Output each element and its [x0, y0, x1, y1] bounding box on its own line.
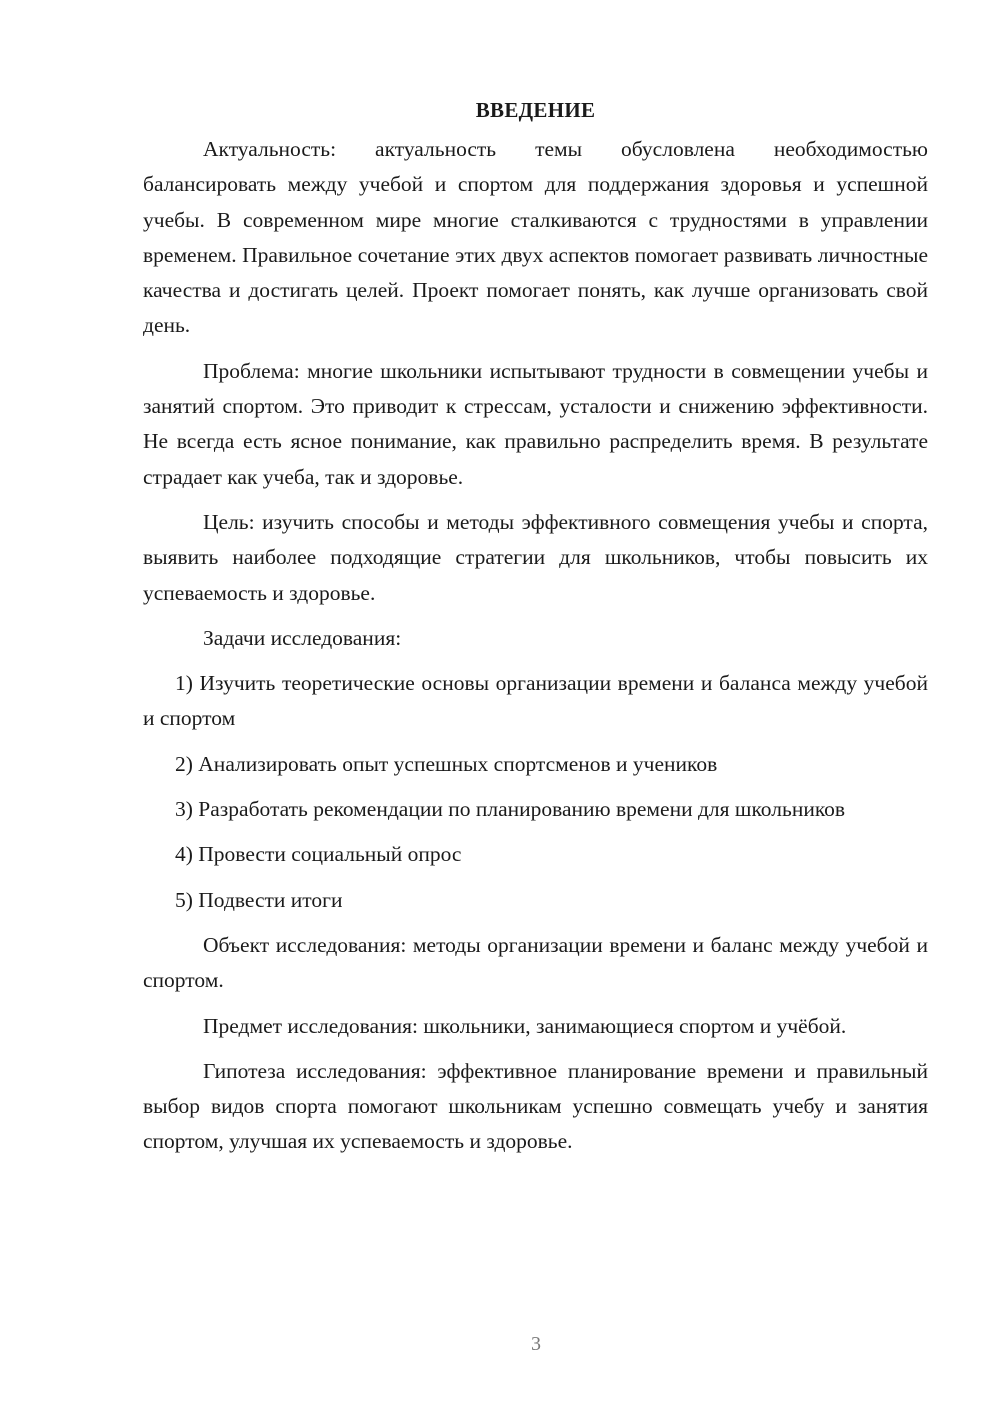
relevance-paragraph: Актуальность: актуальность темы обусловлена необходимостью балансировать между учебой и спортом для поддержания здоровья и успешной учебы. В современном мире многие сталкиваются с трудностями в управлении временем. Правильное сочетание этих двух аспектов помогает развивать личностные качества и достигать целей. Проект помогает понять, как лучше организовать свой день.: [143, 137, 928, 338]
task-item-2: 2) Анализировать опыт успешных спортсменов и учеников: [175, 751, 718, 776]
task-item-3: 3) Разработать рекомендации по планированию времени для школьников: [175, 797, 846, 822]
problem-paragraph: Проблема: многие школьники испытывают трудности в совмещении учебы и занятий спортом. Это приводит к стрессам, усталости и снижению эффективности. Не всегда есть ясное понимание, как правильно распределить время. В результате страдает как учеба, так и здоровье.: [143, 358, 928, 489]
section-heading: ВВЕДЕНИЕ: [475, 98, 596, 122]
tasks-title: Задачи исследования:: [203, 625, 402, 650]
document-page: [143, 92, 928, 1170]
subject-paragraph: Предмет исследования: школьники, занимающиеся спортом и учёбой.: [203, 1013, 847, 1038]
object-paragraph: Объект исследования: методы организации времени и баланс между учебой и спортом.: [143, 932, 928, 993]
page-number: 3: [531, 1333, 541, 1355]
hypothesis-paragraph: Гипотеза исследования: эффективное планирование времени и правильный выбор видов спорта помогают школьникам успешно совмещать учебу и занятия спортом, улучшая их успеваемость и здоровье.: [143, 1058, 928, 1154]
task-item-4: 4) Провести социальный опрос: [175, 842, 462, 867]
task-item-1: 1) Изучить теоретические основы организации времени и баланса между учебой и спортом: [143, 671, 928, 731]
goal-paragraph: Цель: изучить способы и методы эффективного совмещения учебы и спорта, выявить наиболее подходящие стратегии для школьников, чтобы повысить их успеваемость и здоровье.: [143, 509, 928, 605]
task-item-5: 5) Подвести итоги: [175, 887, 343, 912]
